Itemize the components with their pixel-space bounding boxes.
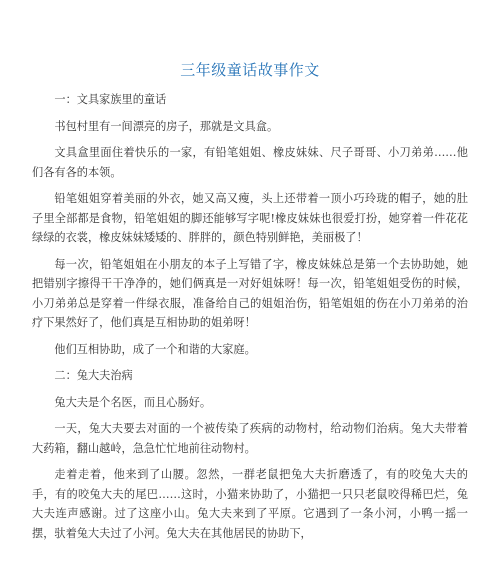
- section-heading: 二：兔大夫治病: [54, 369, 133, 382]
- paragraph: 文具盒里面住着快乐的一家，有铅笔姐姐、橡皮妹妹、尺子哥哥、小刀弟弟……他们各有各的本领。: [32, 146, 468, 179]
- paragraph: 他们互相协助，成了一个和谐的大家庭。: [54, 342, 256, 356]
- paragraph: 每一次，铅笔姐姐在小朋友的本子上写错了字，橡皮妹妹总是第一个去协助她，她把错别字擦得干干净净的，她们俩真是一对好姐妹呀！每一次，铅笔姐姐受伤的时候，小刀弟弟总是穿着一件绿衣服，准备给自己的姐姐治伤，铅笔姐姐的伤在小刀弟弟的治疗下果然好了，他们真是互相协助的姐弟呀！: [32, 257, 468, 329]
- paragraph: 铅笔姐姐穿着美丽的外衣，她又高又瘦，头上还带着一顶小巧玲珑的帽子，她的肚子里全部都是食物，铅笔姐姐的脚还能够写字呢!橡皮妹妹也很爱打扮，她穿着一件花花绿绿的衣裳，橡皮妹妹矮矮的、胖胖的，颜色特别鲜艳，美丽极了！: [32, 192, 468, 244]
- paragraph: 一天，兔大夫要去对面的一个被传染了疾病的动物村，给动物们治病。兔大夫带着大药箱，翻山越岭，急急忙忙地前往动物村。: [32, 422, 468, 455]
- paragraph: 兔大夫是个名医，而且心肠好。: [54, 395, 212, 409]
- section-heading: 一：文具家族里的童话: [54, 93, 167, 106]
- paragraph: 书包村里有一间漂亮的房子，那就是文具盒。: [54, 119, 279, 133]
- paragraph: 走着走着，他来到了山腰。忽然，一群老鼠把兔大夫折磨透了，有的咬兔大夫的手，有的咬兔大夫的尾巴……这时，小猫来协助了，小猫把一只只老鼠咬得稀巴烂，兔大夫连声感谢。过了这座小山。兔大夫来到了平原。它遇到了一条小河，小鸭一摇一摆，驮着兔大夫过了小河。兔大夫在其他居民的协助下，: [32, 468, 468, 540]
- document-title: 三年级童话故事作文: [180, 61, 320, 79]
